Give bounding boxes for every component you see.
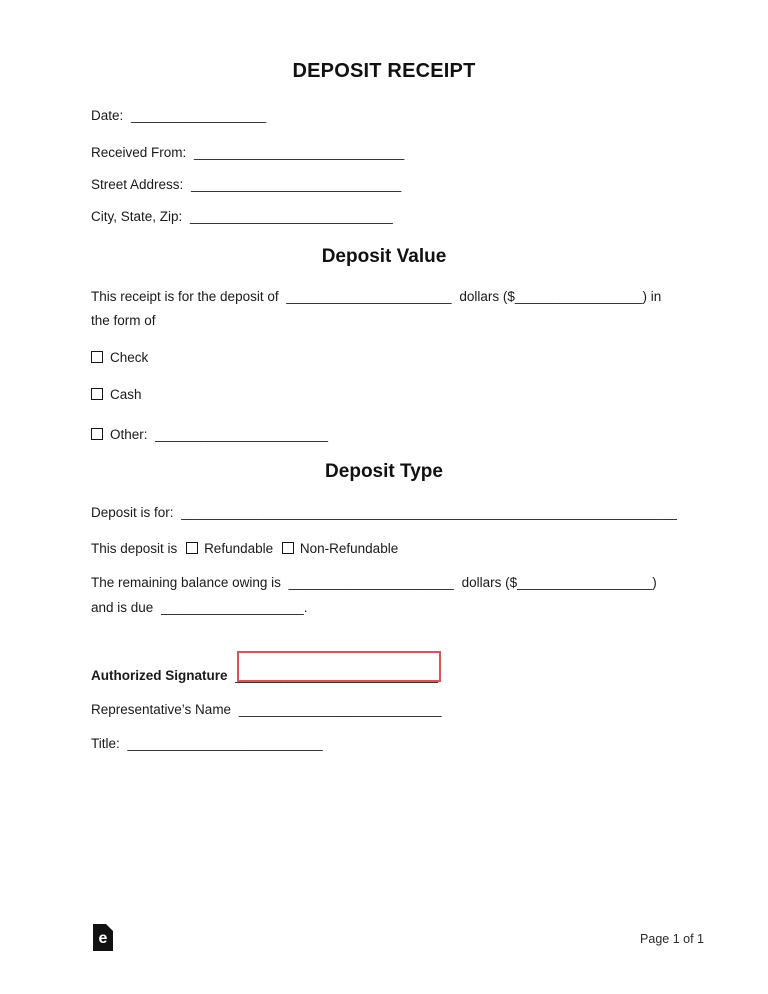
received-from-label: Received From:: [91, 145, 187, 160]
refundable-label: Refundable: [204, 541, 274, 556]
deposit-value-heading: Deposit Value: [321, 246, 447, 267]
deposit-purpose-blank: __________________________________________________________________: [181, 505, 677, 520]
balance-text2: dollars ($: [461, 575, 518, 590]
city-state-zip-label: City, State, Zip:: [91, 209, 183, 224]
other-option-blank: _______________________: [155, 427, 328, 442]
title-field-line: [91, 735, 323, 752]
title-field-blank: __________________________: [127, 736, 323, 751]
balance-text3: ): [652, 575, 657, 590]
non-refundable-checkbox-icon[interactable]: [282, 542, 294, 554]
non-refundable-label: Non-Refundable: [299, 541, 399, 556]
deposit-purpose-label: Deposit is for:: [91, 505, 174, 520]
title-field-label: Title:: [91, 736, 120, 751]
document-title: DEPOSIT RECEIPT: [292, 60, 476, 82]
other-checkbox-icon[interactable]: [91, 428, 103, 440]
remaining-balance-line2: [91, 599, 308, 616]
refundable-checkbox-icon[interactable]: [186, 542, 198, 554]
date-label: Date:: [91, 108, 124, 123]
due-text: and is due: [91, 600, 154, 615]
city-state-zip-line: [91, 208, 393, 225]
check-option-row: [91, 349, 148, 366]
deposit-purpose-line: [91, 504, 677, 521]
balance-amount-numeric-blank: __________________: [517, 575, 653, 590]
authorized-signature-blank: ___________________________: [235, 668, 438, 683]
street-address-blank: ____________________________: [191, 177, 402, 192]
representative-name-blank: ___________________________: [238, 702, 442, 717]
representative-name-label: Representative’s Name: [91, 702, 232, 717]
page-number-label: Page 1 of 1: [640, 932, 704, 946]
deposit-value-sentence-line2: the form of: [91, 313, 156, 328]
date-blank: __________________: [131, 108, 267, 123]
remaining-balance-line1: [91, 574, 657, 591]
street-address-line: [91, 176, 401, 193]
signature-field-highlight[interactable]: [237, 651, 441, 682]
representative-name-line: [91, 701, 442, 718]
received-from-blank: ____________________________: [194, 145, 405, 160]
deposit-sentence-text3: ) in: [642, 289, 662, 304]
eforms-logo-letter: e: [98, 930, 108, 947]
deposit-type-heading: Deposit Type: [325, 461, 443, 482]
authorized-signature-label: Authorized Signature: [91, 668, 228, 683]
balance-text1: The remaining balance owing is: [91, 575, 281, 590]
other-option-row: [91, 426, 328, 443]
refundable-line-text: This deposit is: [91, 541, 178, 556]
deposit-sentence-text1: This receipt is for the deposit of: [91, 289, 279, 304]
refundable-line: [91, 540, 398, 557]
received-from-line: [91, 144, 404, 161]
deposit-amount-numeric-blank: _________________: [514, 289, 643, 304]
date-line: [91, 107, 266, 124]
deposit-sentence-text2: dollars ($: [459, 289, 515, 304]
other-option-label: Other:: [110, 427, 148, 442]
due-date-blank: ___________________: [161, 600, 304, 615]
deposit-amount-words-blank: ______________________: [286, 289, 452, 304]
cash-option-label: Cash: [110, 387, 142, 402]
check-option-label: Check: [110, 350, 149, 365]
city-state-zip-blank: ___________________________: [190, 209, 393, 224]
cash-option-row: [91, 386, 142, 403]
eforms-logo-icon: [93, 924, 113, 951]
cash-checkbox-icon[interactable]: [91, 388, 103, 400]
check-checkbox-icon[interactable]: [91, 351, 103, 363]
deposit-value-sentence-line1: [91, 288, 661, 305]
due-period: .: [303, 600, 308, 615]
street-address-label: Street Address:: [91, 177, 184, 192]
balance-amount-words-blank: ______________________: [288, 575, 454, 590]
